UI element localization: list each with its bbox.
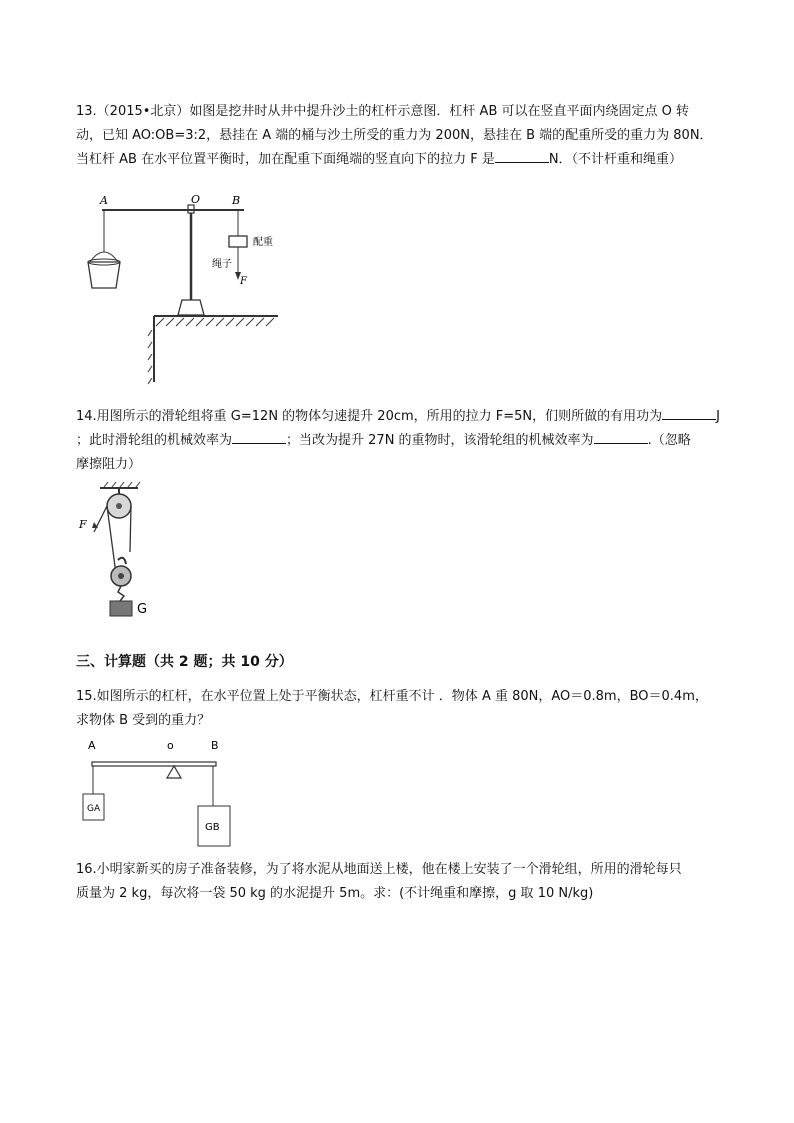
section-heading: 三、计算题（共 2 题；共 10 分） [76, 654, 293, 670]
q15-line-1: 15.如图所示的杠杆，在水平位置上处于平衡状态，杠杆重不计 ．物体 A 重 80N，AO＝0.8m，BO＝0.4m， [76, 689, 708, 704]
label-end-a: A [88, 739, 96, 752]
q16-line-1: 16.小明家新买的房子准备装修，为了将水泥从地面送上楼，他在楼上安装了一个滑轮组，所用的滑轮每只 [76, 862, 682, 877]
label-a: A [100, 194, 108, 207]
q13-line-1: 13.（2015•北京）如图是挖井时从井中提升沙土的杠杆示意图．杠杆 AB 可以在竖直平面内绕固定点 O 转 [76, 104, 690, 119]
answer-blank[interactable] [232, 431, 286, 444]
answer-blank[interactable] [662, 407, 716, 420]
q16-line-2: 质量为 2 kg，每次将一袋 50 kg 的水泥提升 5m。求：(不计绳重和摩擦，g 取 10 N/kg) [76, 886, 594, 901]
question-15 [76, 685, 724, 733]
q13-line-2: 动，已知 AO:OB=3:2，悬挂在 A 端的桶与沙土所受的重力为 200N，悬挂在 B 端的配重所受的重力为 80N． [76, 128, 713, 143]
q13-line-3-text: 当杠杆 AB 在水平位置平衡时，加在配重下面绳端的竖直向下的拉力 F 是 [76, 152, 495, 167]
question-16 [76, 858, 724, 906]
q14-line-2-mid: ；当改为提升 27N 的重物时，该滑轮组的机械效率为 [286, 433, 594, 448]
balanced-lever-diagram [78, 734, 248, 852]
answer-blank[interactable] [594, 431, 648, 444]
question-14 [76, 405, 724, 477]
q15-line-2: 求物体 B 受到的重力？ [76, 713, 211, 728]
label-force: F [240, 276, 247, 287]
label-rope: 绳子 [212, 259, 232, 270]
q14-line-1 [76, 405, 724, 429]
label-ga: GA [87, 804, 101, 814]
question-13 [76, 100, 724, 172]
q14-line-2 [76, 429, 724, 453]
label-pivot-o: o [167, 739, 174, 752]
label-g: G [137, 602, 148, 617]
label-pulley-force: F [79, 518, 87, 531]
q13-line-3-tail: N．（不计杆重和绳重） [548, 152, 683, 167]
q14-line-1-text: 14.用图所示的滑轮组将重 G=12N 的物体匀速提升 20cm，所用的拉力 F=5N，们则所做的有用功为 [76, 409, 663, 424]
label-b: B [232, 194, 241, 207]
label-end-b: B [211, 739, 219, 752]
answer-blank[interactable] [495, 150, 549, 163]
lever-well-diagram [78, 190, 308, 385]
q13-line-3 [76, 148, 724, 172]
q14-line-2-tail: .（忽略 [647, 433, 691, 448]
q14-line-2-text: ；此时滑轮组的机械效率为 [76, 433, 233, 448]
pulley-system-diagram [74, 480, 164, 620]
label-o: O [191, 193, 201, 206]
label-weight: 配重 [253, 237, 273, 248]
q14-line-1-unit: J [716, 409, 720, 424]
q14-line-3: 摩擦阻力） [76, 457, 142, 472]
label-gb: GB [205, 822, 220, 833]
